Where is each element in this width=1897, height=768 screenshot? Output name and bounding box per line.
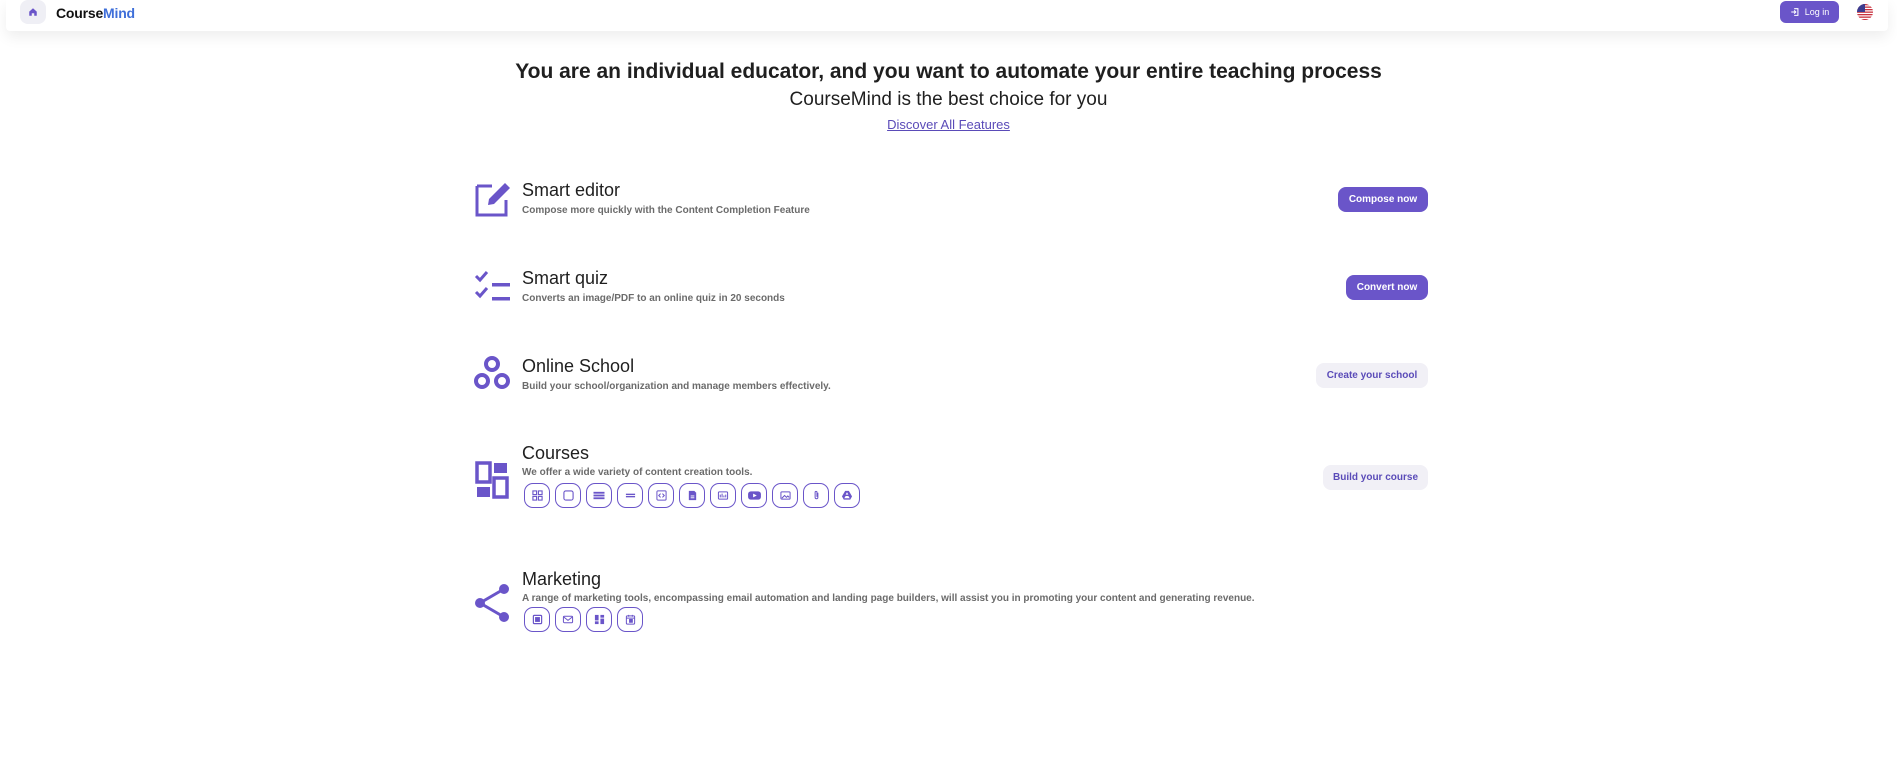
feature-title: Online School (522, 356, 635, 376)
organization-icon (474, 355, 512, 395)
feature-title: Courses (522, 443, 590, 463)
us-flag-icon (1857, 4, 1873, 20)
marketing-tools-list (524, 607, 643, 632)
image-icon (780, 490, 791, 501)
feature-title: Smart quiz (522, 268, 609, 288)
tool-drive[interactable] (834, 483, 860, 508)
tool-code[interactable] (648, 483, 674, 508)
home-button[interactable] (20, 0, 46, 24)
feature-smart-quiz (474, 268, 1428, 313)
top-navigation-bar (6, 0, 1888, 31)
feature-description: We offer a wide variety of content creation tools. (522, 467, 753, 478)
build-course-button[interactable]: Build your course (1323, 465, 1428, 490)
document-icon (687, 490, 698, 501)
list-icon (593, 490, 605, 501)
tool-grid[interactable] (524, 483, 550, 508)
tool-document[interactable] (679, 483, 705, 508)
feature-courses (474, 443, 1428, 513)
course-tools-list (524, 483, 860, 508)
share-icon (474, 583, 512, 623)
compose-now-button[interactable]: Compose now (1338, 187, 1428, 212)
login-label: Log in (1804, 7, 1830, 17)
app-logo[interactable] (56, 5, 135, 21)
tool-image[interactable] (772, 483, 798, 508)
divider-icon (625, 490, 636, 501)
convert-now-button[interactable]: Convert now (1346, 275, 1428, 300)
tool-page-builder[interactable] (586, 607, 612, 632)
feature-marketing (474, 569, 1428, 634)
slides-icon (717, 490, 729, 501)
dashboard-icon (474, 460, 512, 500)
tool-calendar[interactable] (617, 607, 643, 632)
tool-email[interactable] (555, 607, 581, 632)
discover-features-link-wrap (0, 117, 1897, 132)
feature-title: Marketing (522, 569, 602, 589)
tool-divider[interactable] (617, 483, 643, 508)
attachment-icon (811, 490, 822, 501)
tool-list[interactable] (586, 483, 612, 508)
tool-square[interactable] (555, 483, 581, 508)
home-icon (28, 7, 38, 17)
square-icon (563, 490, 574, 501)
logo-text-mind: Mind (103, 5, 135, 21)
hero-title: You are an individual educator, and you want to automate your entire teaching process (515, 60, 1382, 83)
feature-description: Compose more quickly with the Content Completion Feature (522, 205, 810, 216)
tool-attachment[interactable] (803, 483, 829, 508)
feature-title: Smart editor (522, 180, 621, 200)
email-icon (562, 614, 574, 625)
code-icon (656, 490, 667, 501)
drive-icon (841, 490, 853, 501)
login-button[interactable] (1780, 1, 1839, 23)
page-builder-icon (594, 614, 605, 625)
calendar-icon (625, 614, 636, 625)
grid-icon (532, 490, 543, 501)
checklist-icon (474, 268, 512, 308)
tool-slides[interactable] (710, 483, 736, 508)
create-school-button[interactable]: Create your school (1316, 363, 1428, 388)
feature-description: A range of marketing tools, encompassing email automation and landing page builders, will assist you in promoting your content and generating revenue. (522, 593, 1255, 604)
logo-text-course: Course (56, 5, 104, 21)
discover-features-link[interactable]: Discover All Features (887, 117, 1010, 132)
tool-form[interactable] (524, 607, 550, 632)
youtube-icon (748, 490, 761, 501)
form-icon (532, 614, 543, 625)
login-icon (1790, 7, 1800, 17)
hero-subtitle: CourseMind is the best choice for you (789, 89, 1108, 110)
tool-youtube[interactable] (741, 483, 767, 508)
feature-description: Converts an image/PDF to an online quiz in 20 seconds (522, 293, 785, 304)
feature-smart-editor (474, 178, 1428, 223)
feature-online-school (474, 355, 1428, 400)
feature-description: Build your school/organization and manage members effectively. (522, 381, 831, 392)
edit-icon (474, 178, 512, 218)
language-selector[interactable] (1857, 4, 1873, 20)
